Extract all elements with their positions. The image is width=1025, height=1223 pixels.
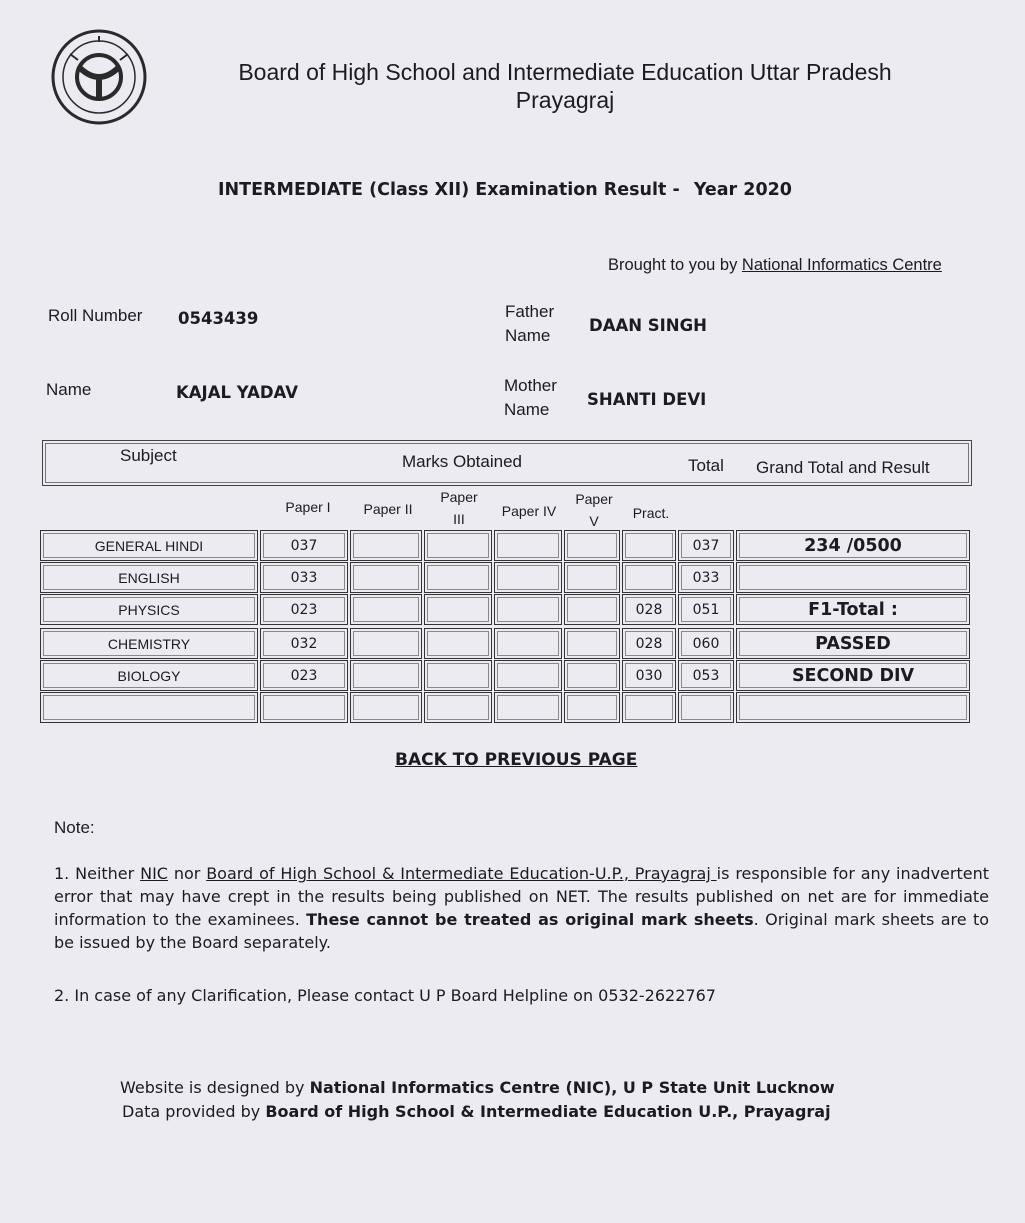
paper-3-cell bbox=[424, 594, 492, 625]
father-name-label bbox=[505, 300, 554, 348]
paper-1-cell: 033 bbox=[260, 562, 348, 593]
footer-line2-a: Data provided by bbox=[122, 1102, 266, 1121]
grand-total-result-cell: PASSED bbox=[736, 628, 970, 659]
note-1-a: 1. Neither bbox=[54, 864, 141, 883]
name-value: KAJAL YADAV bbox=[176, 383, 298, 402]
total-cell: 060 bbox=[678, 628, 734, 659]
note-1 bbox=[54, 862, 989, 954]
roll-number-value: 0543439 bbox=[178, 309, 259, 328]
grand-total-result-cell bbox=[736, 692, 970, 723]
exam-year: Year 2020 bbox=[693, 180, 792, 200]
col-paper-5-line1: Paper bbox=[575, 491, 613, 507]
subject-cell bbox=[40, 692, 258, 723]
paper-5-cell bbox=[564, 594, 620, 625]
pract-cell: 028 bbox=[622, 594, 676, 625]
paper-5-cell bbox=[564, 692, 620, 723]
paper-2-cell bbox=[350, 692, 422, 723]
subject-cell: BIOLOGY bbox=[40, 660, 258, 691]
back-to-previous-page-link[interactable]: BACK TO PREVIOUS PAGE bbox=[395, 750, 638, 770]
mother-name-value: SHANTI DEVI bbox=[587, 390, 707, 409]
subject-cell: PHYSICS bbox=[40, 594, 258, 625]
brought-prefix: Brought to you by bbox=[608, 256, 742, 274]
father-label-line2: Name bbox=[505, 326, 551, 345]
note-1-d: . Original mark sheets are to be issued by the Board separately. bbox=[54, 910, 990, 952]
col-paper-5 bbox=[562, 488, 626, 532]
col-paper-3 bbox=[424, 486, 494, 530]
paper-4-cell bbox=[494, 692, 562, 723]
col-paper-3-line1: Paper bbox=[440, 489, 478, 505]
paper-1-cell: 023 bbox=[260, 594, 348, 625]
grand-total-result-cell: F1-Total : bbox=[736, 594, 970, 625]
father-label-line1: Father bbox=[505, 302, 555, 321]
subject-cell: ENGLISH bbox=[40, 562, 258, 593]
total-cell: 033 bbox=[678, 562, 734, 593]
paper-1-cell bbox=[260, 692, 348, 723]
mother-label-line1: Mother bbox=[504, 376, 557, 395]
exam-title-main: INTERMEDIATE (Class XII) Examination Result - bbox=[218, 180, 686, 200]
pract-cell bbox=[622, 692, 676, 723]
board-name: Board of High School and Intermediate Education Uttar Pradesh bbox=[238, 59, 892, 85]
father-name-value: DAAN SINGH bbox=[589, 316, 707, 335]
note-1-nic: NIC bbox=[140, 864, 168, 883]
exam-title bbox=[218, 180, 792, 200]
footer-line1-a: Website is designed by bbox=[120, 1078, 310, 1097]
footer-data-provided bbox=[122, 1102, 831, 1121]
paper-4-cell bbox=[494, 562, 562, 593]
paper-5-cell bbox=[564, 562, 620, 593]
paper-2-cell bbox=[350, 530, 422, 561]
paper-3-cell bbox=[424, 692, 492, 723]
total-cell bbox=[678, 692, 734, 723]
pract-cell bbox=[622, 562, 676, 593]
total-heading: Total bbox=[688, 456, 724, 475]
note-1-board: Board of High School & Intermediate Education-U.P., Prayagraj bbox=[206, 864, 717, 883]
col-paper-2: Paper II bbox=[363, 501, 413, 517]
paper-2-cell bbox=[350, 628, 422, 659]
pract-cell bbox=[622, 530, 676, 561]
paper-4-cell bbox=[494, 628, 562, 659]
total-cell: 037 bbox=[678, 530, 734, 561]
paper-3-cell bbox=[424, 562, 492, 593]
paper-3-cell bbox=[424, 628, 492, 659]
paper-4-cell bbox=[494, 594, 562, 625]
col-paper-5-line2: V bbox=[589, 513, 599, 529]
pract-cell: 030 bbox=[622, 660, 676, 691]
roll-number-label: Roll Number bbox=[48, 306, 143, 325]
paper-5-cell bbox=[564, 530, 620, 561]
brought-by bbox=[608, 256, 942, 275]
pract-cell: 028 bbox=[622, 628, 676, 659]
name-label: Name bbox=[46, 380, 92, 399]
marks-obtained-heading: Marks Obtained bbox=[402, 452, 522, 471]
paper-1-cell: 037 bbox=[260, 530, 348, 561]
grand-total-heading: Grand Total and Result bbox=[756, 458, 930, 477]
paper-2-cell bbox=[350, 660, 422, 691]
total-cell: 053 bbox=[678, 660, 734, 691]
mother-label-line2: Name bbox=[504, 400, 550, 419]
paper-3-cell bbox=[424, 530, 492, 561]
board-city: Prayagraj bbox=[515, 87, 615, 113]
subject-cell: CHEMISTRY bbox=[40, 628, 258, 659]
note-1-c: is responsible for any inadvertent error that may have crept in the results being published on NET. The results published on net are for immediate information to the examinees. bbox=[54, 864, 989, 929]
paper-4-cell bbox=[494, 660, 562, 691]
col-paper-4: Paper IV bbox=[501, 503, 557, 519]
paper-4-cell bbox=[494, 530, 562, 561]
total-cell: 051 bbox=[678, 594, 734, 625]
subject-cell: GENERAL HINDI bbox=[40, 530, 258, 561]
nic-link[interactable]: National Informatics Centre bbox=[741, 256, 942, 274]
paper-5-cell bbox=[564, 628, 620, 659]
footer-line1-b: National Informatics Centre (NIC), U P State Unit Lucknow bbox=[309, 1078, 835, 1097]
note-1-b: nor bbox=[167, 864, 207, 883]
mother-name-label bbox=[504, 374, 557, 422]
col-paper-3-line2: III bbox=[453, 511, 465, 527]
paper-1-cell: 032 bbox=[260, 628, 348, 659]
note-title: Note: bbox=[54, 818, 95, 837]
grand-total-result-cell: 234 /0500 bbox=[736, 530, 970, 561]
note-2: 2. In case of any Clarification, Please contact U P Board Helpline on 0532-2622767 bbox=[54, 986, 716, 1005]
col-paper-1: Paper I bbox=[285, 499, 331, 515]
board-seal-emblem bbox=[50, 28, 148, 126]
col-pract: Pract. bbox=[632, 505, 670, 521]
paper-5-cell bbox=[564, 660, 620, 691]
footer-designed-by bbox=[120, 1078, 835, 1097]
note-1-bold: These cannot be treated as original mark sheets bbox=[306, 910, 754, 929]
grand-total-result-cell: SECOND DIV bbox=[736, 660, 970, 691]
paper-3-cell bbox=[424, 660, 492, 691]
footer-line2-b: Board of High School & Intermediate Education U.P., Prayagraj bbox=[265, 1102, 831, 1121]
grand-total-result-cell bbox=[736, 562, 970, 593]
paper-2-cell bbox=[350, 562, 422, 593]
paper-2-cell bbox=[350, 594, 422, 625]
paper-1-cell: 023 bbox=[260, 660, 348, 691]
subject-heading: Subject bbox=[120, 446, 177, 465]
